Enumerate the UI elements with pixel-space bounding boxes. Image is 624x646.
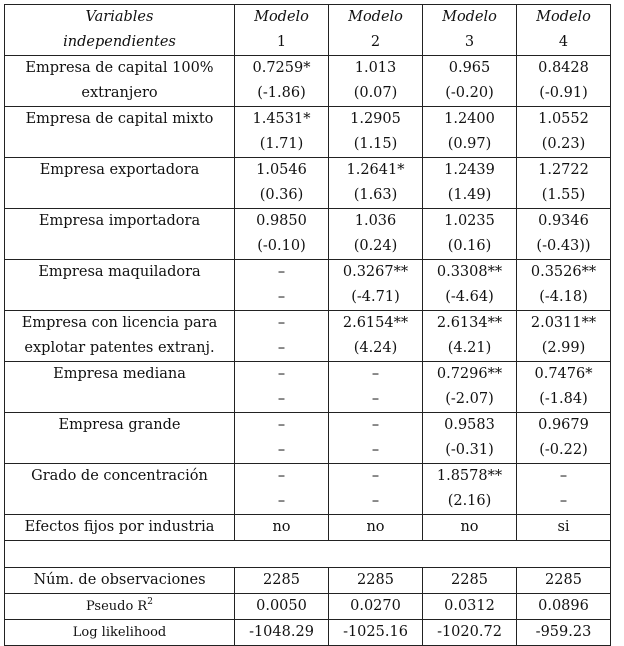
coefficient-value: 0.9346	[538, 213, 589, 229]
observations-label: Núm. de observaciones	[5, 568, 235, 594]
log-likelihood-value: -1025.16	[329, 620, 423, 646]
coefficient-value: 1.2400	[444, 111, 495, 127]
coefficient-value: 1.2641*	[346, 162, 405, 178]
z-statistic-value: (4.21)	[447, 340, 492, 356]
coefficient-value: 0.7259*	[252, 60, 311, 76]
table-body	[5, 5, 611, 646]
regression-table-container	[4, 4, 611, 646]
model-2-cell	[329, 158, 423, 209]
header-model-4	[517, 5, 611, 56]
coefficient-value: 1.2439	[444, 162, 495, 178]
coefficient-value: 0.7296**	[436, 366, 503, 382]
variable-row	[5, 311, 611, 362]
z-statistic-value: –	[277, 340, 286, 356]
z-statistic-value: (-0.31)	[445, 442, 494, 458]
header-model-2	[329, 5, 423, 56]
model-2-cell	[329, 464, 423, 515]
coefficient-value: –	[371, 468, 380, 484]
z-statistic-value: (2.99)	[541, 340, 586, 356]
variable-label-line2: extranjero	[81, 85, 158, 101]
header-model-3	[423, 5, 517, 56]
model-4-cell	[517, 260, 611, 311]
header-row	[5, 5, 611, 56]
header-model-number: 1	[276, 34, 287, 50]
model-4-cell	[517, 413, 611, 464]
log-likelihood-value: -1048.29	[235, 620, 329, 646]
model-2-cell	[329, 413, 423, 464]
model-1-cell	[235, 260, 329, 311]
model-4-cell	[517, 107, 611, 158]
z-statistic-value: (-2.07)	[445, 391, 494, 407]
pseudo-r2-value: 0.0896	[517, 594, 611, 620]
variable-row	[5, 413, 611, 464]
z-statistic-value: (2.16)	[447, 493, 492, 509]
model-2-cell	[329, 311, 423, 362]
model-4-cell	[517, 158, 611, 209]
pseudo-r2-row	[5, 594, 611, 620]
variable-label-line2	[5, 132, 234, 157]
coefficient-value: 0.3267**	[342, 264, 409, 280]
variable-label-line2	[5, 234, 234, 259]
header-model-number: 2	[370, 34, 381, 50]
coefficient-value: 1.2905	[350, 111, 401, 127]
variable-label-line1: Empresa importadora	[38, 213, 201, 229]
model-4-cell	[517, 209, 611, 260]
coefficient-value: 1.4531*	[252, 111, 311, 127]
z-statistic-value: –	[277, 289, 286, 305]
variable-row	[5, 362, 611, 413]
model-3-cell	[423, 107, 517, 158]
coefficient-value: 1.013	[354, 60, 397, 76]
model-4-cell	[517, 311, 611, 362]
pseudo-r2-label-text: Pseudo R	[86, 599, 148, 614]
coefficient-value: 1.0235	[444, 213, 495, 229]
z-statistic-value: –	[371, 391, 380, 407]
coefficient-value: 0.8428	[538, 60, 589, 76]
model-2-cell	[329, 362, 423, 413]
header-model-number: 4	[558, 34, 569, 50]
coefficient-value: –	[277, 315, 286, 331]
model-1-cell	[235, 413, 329, 464]
coefficient-value: –	[277, 417, 286, 433]
fixed-effects-value: no	[423, 515, 517, 541]
z-statistic-value: (4.24)	[353, 340, 398, 356]
model-3-cell	[423, 158, 517, 209]
model-1-cell	[235, 311, 329, 362]
variable-label-line2	[5, 438, 234, 463]
variable-label-line1: Empresa maquiladora	[38, 264, 201, 280]
coefficient-value: 1.036	[354, 213, 397, 229]
variable-row	[5, 209, 611, 260]
z-statistic-value: (1.15)	[353, 136, 398, 152]
model-1-cell	[235, 362, 329, 413]
pseudo-r2-label	[5, 594, 235, 620]
coefficient-value: –	[277, 366, 286, 382]
variable-label-line2	[5, 183, 234, 208]
model-3-cell	[423, 209, 517, 260]
variable-label-line2	[5, 387, 234, 412]
coefficient-value: –	[277, 264, 286, 280]
pseudo-r2-value: 0.0270	[329, 594, 423, 620]
variable-label-line1: Empresa de capital 100%	[25, 60, 214, 76]
model-3-cell	[423, 464, 517, 515]
variable-label-line1: Empresa con licencia para	[21, 315, 218, 331]
variable-label	[5, 464, 235, 515]
header-variables-line2: independientes	[63, 34, 176, 50]
z-statistic-value: (-1.84)	[539, 391, 588, 407]
variable-row	[5, 107, 611, 158]
z-statistic-value: (-0.43))	[536, 238, 591, 254]
variable-row	[5, 260, 611, 311]
observations-value: 2285	[329, 568, 423, 594]
variable-row	[5, 158, 611, 209]
coefficient-value: 0.9850	[256, 213, 307, 229]
z-statistic-value: –	[371, 442, 380, 458]
header-model-1	[235, 5, 329, 56]
model-3-cell	[423, 413, 517, 464]
z-statistic-value: (-4.18)	[539, 289, 588, 305]
variable-label-line2	[5, 489, 234, 514]
coefficient-value: 0.9583	[444, 417, 495, 433]
z-statistic-value: (-0.22)	[539, 442, 588, 458]
variable-label-line1: Empresa de capital mixto	[25, 111, 214, 127]
fixed-effects-value: no	[235, 515, 329, 541]
variable-label	[5, 209, 235, 260]
header-variables-line1: Variables	[85, 9, 154, 25]
coefficient-value: –	[559, 468, 568, 484]
coefficient-value: –	[371, 366, 380, 382]
variable-row	[5, 56, 611, 107]
variable-label-line1: Empresa exportadora	[39, 162, 200, 178]
coefficient-value: 2.6154**	[342, 315, 409, 331]
pseudo-r2-value: 0.0050	[235, 594, 329, 620]
variable-label-line1: Grado de concentración	[31, 468, 208, 484]
separator-row	[5, 541, 611, 568]
regression-results-table	[4, 4, 611, 646]
z-statistic-value: (-4.64)	[445, 289, 494, 305]
variable-label	[5, 260, 235, 311]
z-statistic-value: –	[277, 493, 286, 509]
coefficient-value: –	[371, 417, 380, 433]
z-statistic-value: (-4.71)	[351, 289, 400, 305]
coefficient-value: 0.965	[448, 60, 491, 76]
coefficient-value: 0.3308**	[436, 264, 503, 280]
variable-label	[5, 311, 235, 362]
z-statistic-value: (0.16)	[447, 238, 492, 254]
model-1-cell	[235, 464, 329, 515]
variable-label-line2: explotar patentes extranj.	[24, 340, 215, 356]
z-statistic-value: –	[277, 391, 286, 407]
log-likelihood-value: -1020.72	[423, 620, 517, 646]
coefficient-value: 1.2722	[538, 162, 589, 178]
z-statistic-value: (-0.20)	[445, 85, 494, 101]
header-model-label: Modelo	[348, 9, 403, 25]
observations-row	[5, 568, 611, 594]
coefficient-value: –	[277, 468, 286, 484]
variable-label-line2	[5, 285, 234, 310]
log-likelihood-label: Log likelihood	[5, 620, 235, 646]
model-1-cell	[235, 56, 329, 107]
variable-label	[5, 56, 235, 107]
coefficient-value: 1.0546	[256, 162, 307, 178]
model-1-cell	[235, 158, 329, 209]
observations-value: 2285	[517, 568, 611, 594]
variable-label	[5, 362, 235, 413]
model-3-cell	[423, 56, 517, 107]
fixed-effects-value: no	[329, 515, 423, 541]
model-4-cell	[517, 56, 611, 107]
fixed-effects-value: si	[517, 515, 611, 541]
z-statistic-value: (-1.86)	[257, 85, 306, 101]
pseudo-r2-value: 0.0312	[423, 594, 517, 620]
model-3-cell	[423, 260, 517, 311]
model-2-cell	[329, 107, 423, 158]
coefficient-value: 2.0311**	[530, 315, 597, 331]
z-statistic-value: (1.49)	[447, 187, 492, 203]
z-statistic-value: (1.71)	[259, 136, 304, 152]
model-4-cell	[517, 362, 611, 413]
coefficient-value: 1.8578**	[436, 468, 503, 484]
variable-label	[5, 158, 235, 209]
z-statistic-value: (0.07)	[353, 85, 398, 101]
coefficient-value: 2.6134**	[436, 315, 503, 331]
coefficient-value: 0.3526**	[530, 264, 597, 280]
model-3-cell	[423, 311, 517, 362]
z-statistic-value: (0.24)	[353, 238, 398, 254]
z-statistic-value: (-0.91)	[539, 85, 588, 101]
model-1-cell	[235, 107, 329, 158]
observations-value: 2285	[235, 568, 329, 594]
header-model-number: 3	[464, 34, 475, 50]
model-2-cell	[329, 56, 423, 107]
z-statistic-value: (0.36)	[259, 187, 304, 203]
variable-label-line1: Empresa grande	[58, 417, 181, 433]
header-model-label: Modelo	[442, 9, 497, 25]
model-1-cell	[235, 209, 329, 260]
z-statistic-value: (1.55)	[541, 187, 586, 203]
z-statistic-value: –	[371, 493, 380, 509]
z-statistic-value: (1.63)	[353, 187, 398, 203]
z-statistic-value: (0.23)	[541, 136, 586, 152]
log-likelihood-value: -959.23	[517, 620, 611, 646]
z-statistic-value: (-0.10)	[257, 238, 306, 254]
variable-row	[5, 464, 611, 515]
header-variables	[5, 5, 235, 56]
pseudo-r2-label-sup: 2	[147, 597, 153, 607]
fixed-effects-row	[5, 515, 611, 541]
variable-label	[5, 107, 235, 158]
z-statistic-value: –	[277, 442, 286, 458]
observations-value: 2285	[423, 568, 517, 594]
model-4-cell	[517, 464, 611, 515]
log-likelihood-row	[5, 620, 611, 646]
header-model-label: Modelo	[536, 9, 591, 25]
coefficient-value: 0.7476*	[534, 366, 593, 382]
fixed-effects-label: Efectos fijos por industria	[5, 515, 235, 541]
model-2-cell	[329, 260, 423, 311]
variable-label-line1: Empresa mediana	[53, 366, 186, 382]
model-2-cell	[329, 209, 423, 260]
coefficient-value: 1.0552	[538, 111, 589, 127]
header-model-label: Modelo	[254, 9, 309, 25]
coefficient-value: 0.9679	[538, 417, 589, 433]
model-3-cell	[423, 362, 517, 413]
z-statistic-value: (0.97)	[447, 136, 492, 152]
separator-cell	[5, 541, 611, 568]
z-statistic-value: –	[559, 493, 568, 509]
variable-label	[5, 413, 235, 464]
